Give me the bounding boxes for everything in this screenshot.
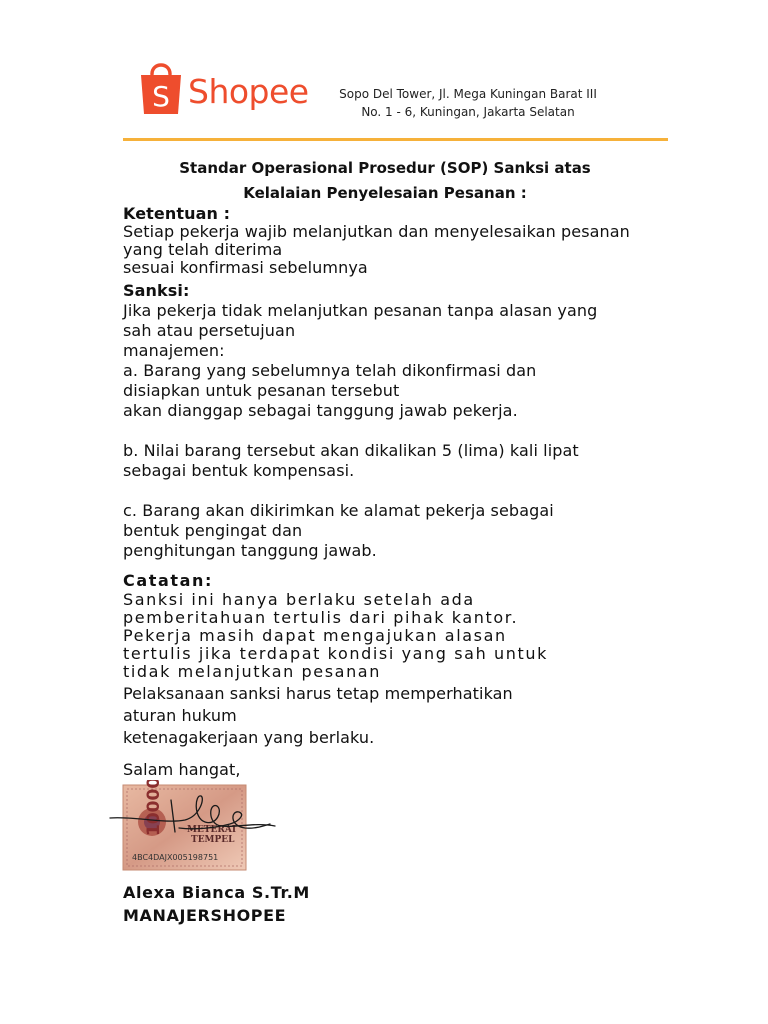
ketentuan-line: Setiap pekerja wajib melanjutkan dan menyelesaikan pesanan (123, 222, 630, 241)
title-line-1: Standar Operasional Prosedur (SOP) Sanksi atas (179, 159, 591, 177)
sanksi-line: manajemen: (123, 341, 225, 360)
brand-name: Shopee (188, 72, 309, 111)
catatan-line: aturan hukum (123, 706, 237, 725)
signer-name: Alexa Bianca S.Tr.M (123, 883, 310, 902)
meterai-stamp-graphic (105, 780, 280, 875)
catatan-line: Sanksi ini hanya berlaku setelah ada (123, 590, 475, 609)
stamp-label-top: METERAI (187, 825, 237, 835)
stamp-label-bottom: TEMPEL (191, 835, 235, 845)
document-title (120, 156, 650, 206)
logo-letter: S (152, 80, 170, 113)
catatan-line: Pekerja masih dapat mengajukan alasan (123, 626, 507, 645)
catatan-line: pemberitahuan tertulis dari pihak kantor. (123, 608, 519, 627)
catatan-line: ketenagakerjaan yang berlaku. (123, 728, 375, 747)
stamp-value: 10000 (144, 780, 164, 836)
greeting: Salam hangat, (123, 760, 241, 779)
ketentuan-line: sesuai konfirmasi sebelumnya (123, 258, 368, 277)
sanksi-line: penghitungan tanggung jawab. (123, 541, 377, 560)
header-divider (123, 138, 668, 141)
sanksi-line: disiapkan untuk pesanan tersebut (123, 381, 400, 400)
sanksi-heading: Sanksi: (123, 281, 190, 300)
company-address (318, 85, 618, 121)
sanksi-line: c. Barang akan dikirimkan ke alamat pekerja sebagai (123, 501, 554, 520)
stamp-serial: 4BC4DAJX005198751 (132, 853, 219, 862)
catatan-line: tertulis jika terdapat kondisi yang sah untuk (123, 644, 548, 663)
title-line-2: Kelalaian Penyelesaian Pesanan : (243, 184, 527, 202)
sanksi-line: Jika pekerja tidak melanjutkan pesanan tanpa alasan yang (123, 301, 598, 320)
sanksi-line: b. Nilai barang tersebut akan dikalikan 5 (lima) kali lipat (123, 441, 579, 460)
address-line-2: No. 1 - 6, Kuningan, Jakarta Selatan (361, 105, 575, 119)
shopee-logo (138, 58, 308, 120)
ketentuan-line: yang telah diterima (123, 240, 283, 259)
sanksi-line: bentuk pengingat dan (123, 521, 303, 540)
meterai-stamp (105, 780, 280, 875)
catatan-line: tidak melanjutkan pesanan (123, 662, 381, 681)
sanksi-line: sah atau persetujuan (123, 321, 296, 340)
shopping-bag-icon (138, 58, 184, 118)
sanksi-line: a. Barang yang sebelumnya telah dikonfirmasi dan (123, 361, 537, 380)
sanksi-line: akan dianggap sebagai tanggung jawab pekerja. (123, 401, 518, 420)
catatan-heading: Catatan: (123, 571, 214, 590)
signer-role: MANAJERSHOPEE (123, 906, 287, 925)
catatan-line: Pelaksanaan sanksi harus tetap memperhatikan (123, 684, 513, 703)
address-line-1: Sopo Del Tower, Jl. Mega Kuningan Barat III (339, 87, 597, 101)
sanksi-line: sebagai bentuk kompensasi. (123, 461, 355, 480)
ketentuan-heading: Ketentuan : (123, 204, 231, 223)
